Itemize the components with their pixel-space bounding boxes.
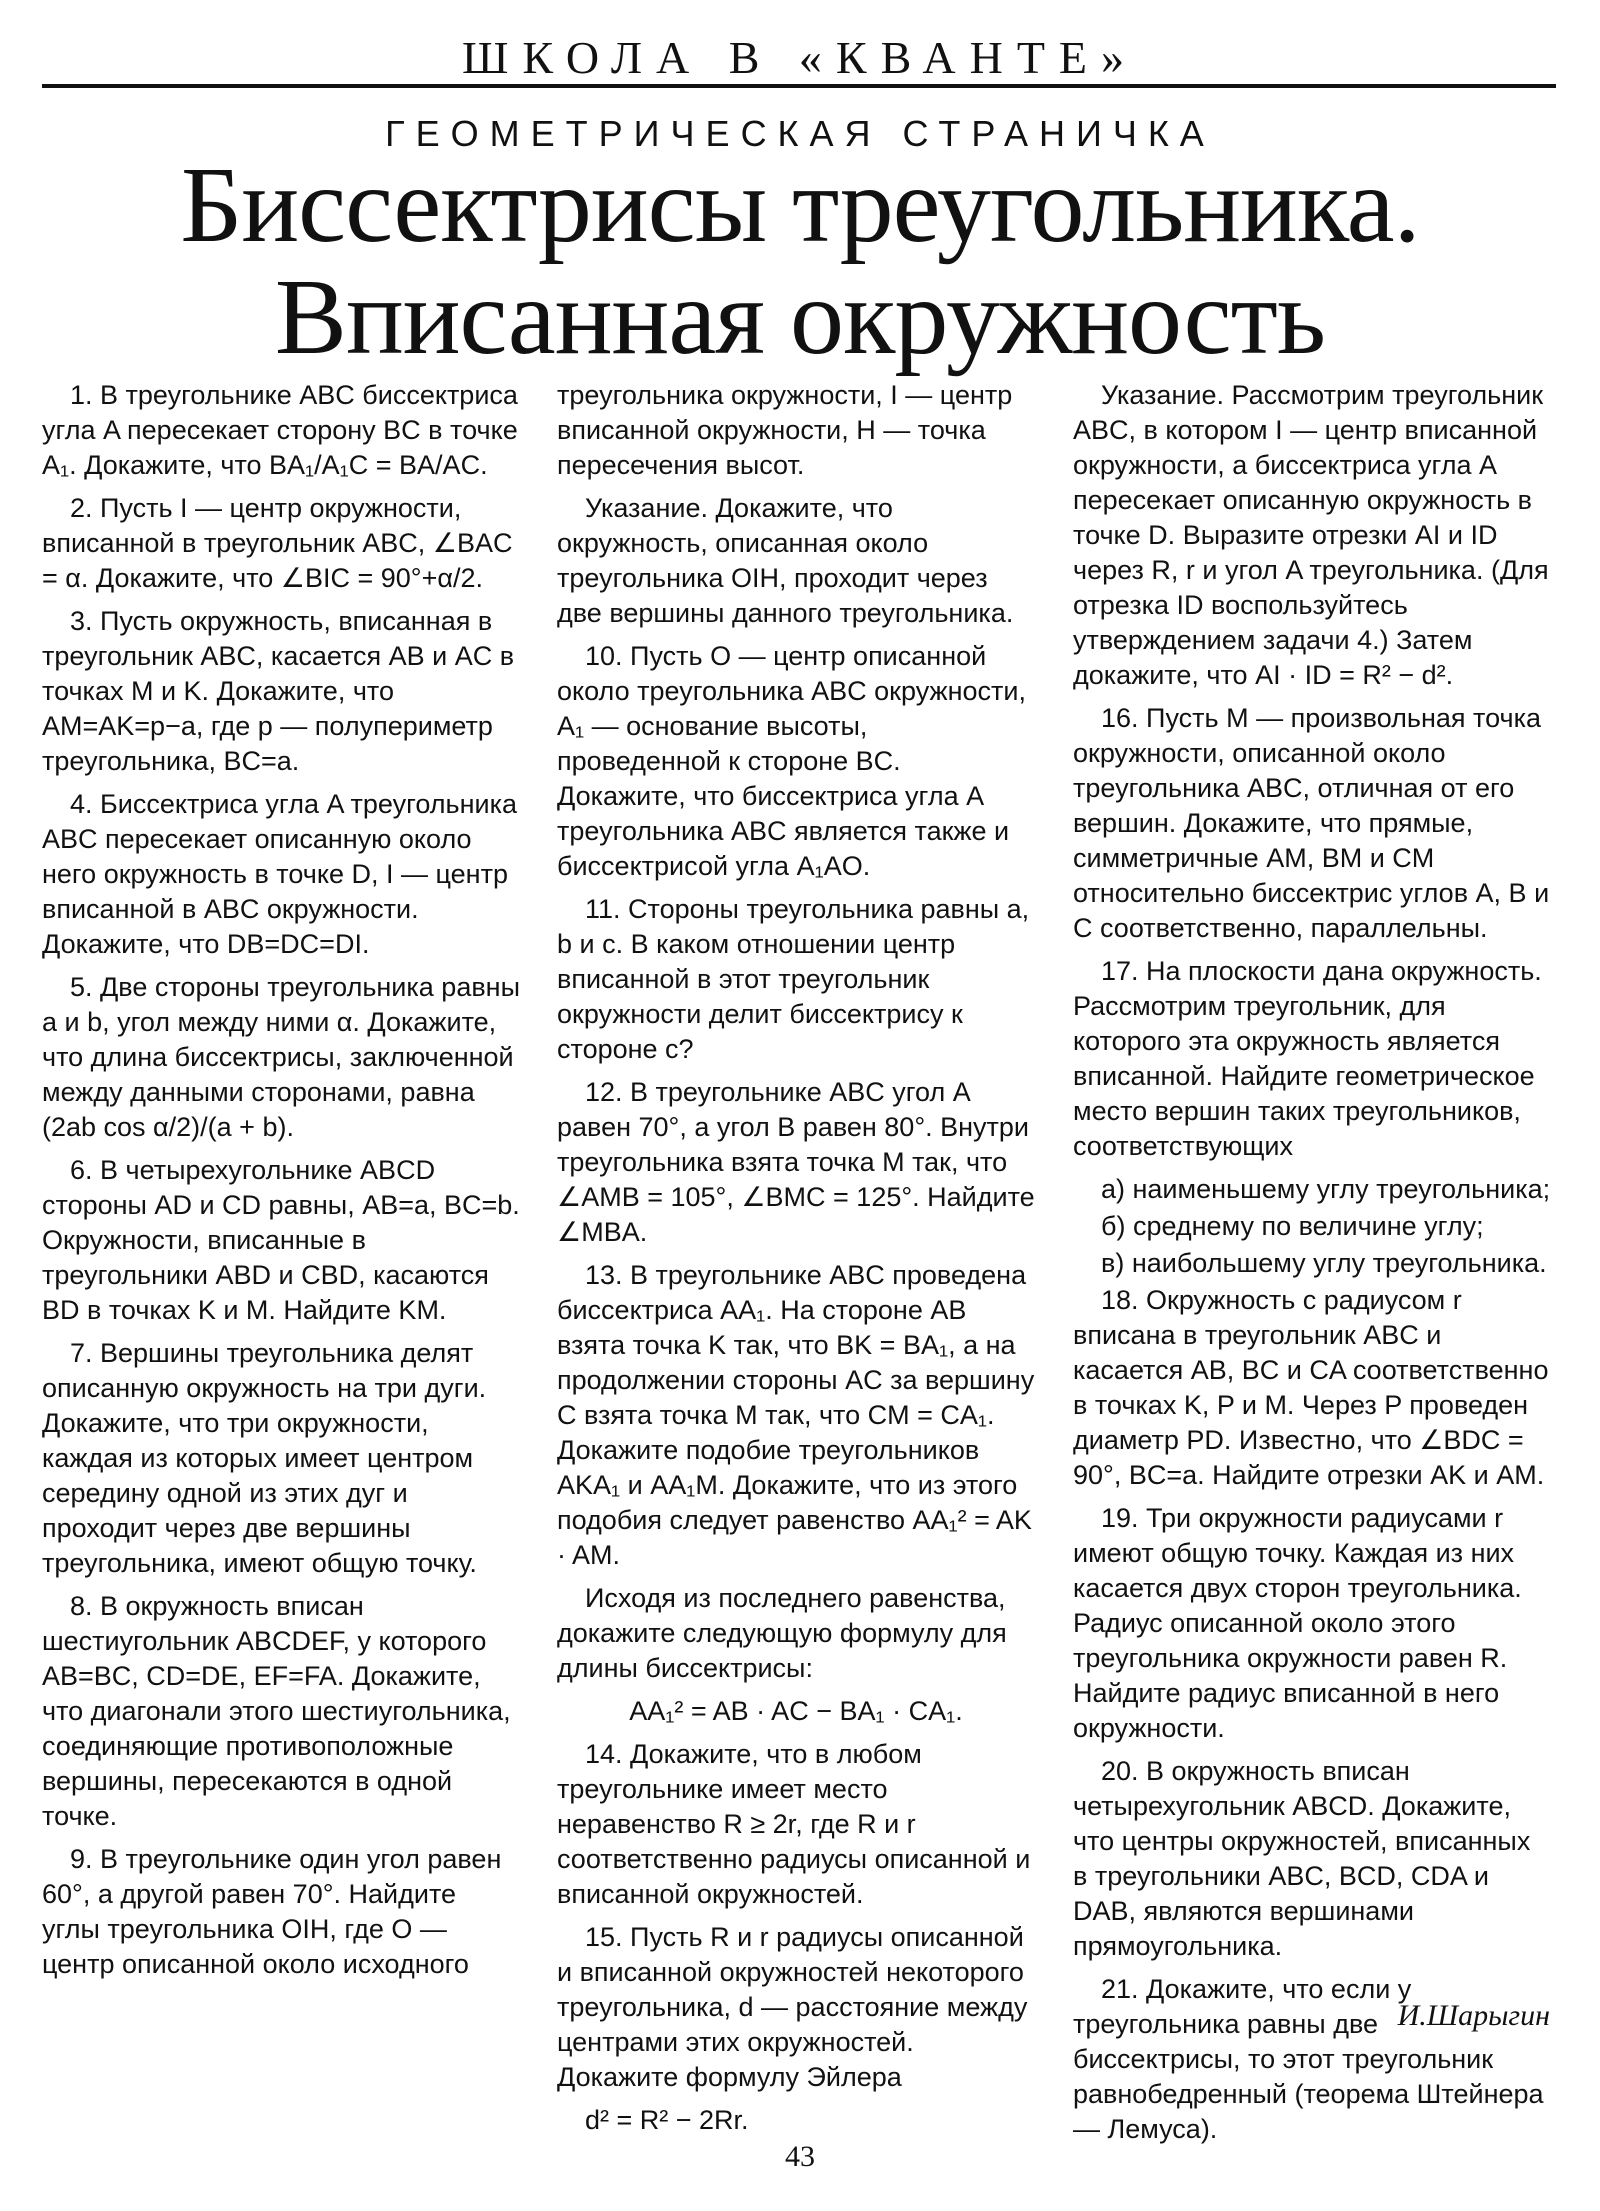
section-title: ШКОЛА В «КВАНТЕ» xyxy=(461,32,1139,83)
problem-17-option-b: б) среднему по величине углу; xyxy=(1101,1211,1484,1241)
problem-16: 16. Пусть M — произвольная точка окружности, описанной около треугольника ABC, отличная от его вершин. Докажите, что прямые, симметричные AM, BM и CM относительно биссектрис углов A, B и C соответственно, параллельны. xyxy=(1073,703,1550,943)
problem-13: 13. В треугольнике ABC проведена биссектриса AA₁. На стороне AB взята точка K так, что BK = BA₁, а на продолжении стороны AC за вершину C взята точка M так, что CM = CA₁. Докажите подобие треугольников AKA₁ и AA₁M. Докажите, что из этого подобия следует равенство AA₁² = AK · AM. xyxy=(557,1260,1035,1570)
column-2 xyxy=(557,378,1035,2146)
problem-7: 7. Вершины треугольника делят описанную окружность на три дуги. Докажите, что три окружности, каждая из которых имеет центром середину одной из этих дуг и проходит через две вершины треугольника, имеют общую точку. xyxy=(42,1338,487,1578)
problem-17-option-c: в) наибольшему углу треугольника. xyxy=(1101,1248,1547,1278)
problem-11: 11. Стороны треугольника равны a, b и c. В каком отношении центр вписанной в этот треугольник окружности делит биссектрису к стороне c? xyxy=(557,894,1030,1064)
problem-9: 9. В треугольнике один угол равен 60°, а другой равен 70°. Найдите углы треугольника OIH, где O — центр описанной около исходного xyxy=(42,1844,502,1979)
hint-15: Указание. Рассмотрим треугольник ABC, в котором I — центр вписанной окружности, а биссектриса угла A пересекает описанную окружность в точке D. Выразите отрезки AI и ID через R, r и угол A треугольника. (Для отрезка ID воспользуйтесь утверждением задачи 4.) Затем докажите, что AI · ID = R² − d². xyxy=(1073,380,1549,690)
author-signature: И.Шарыгин xyxy=(1397,1999,1550,2032)
problem-3: 3. Пусть окружность, вписанная в треугольник ABC, касается AB и AC в точках M и K. Докажите, что AM=AK=p−a, где p — полупериметр треугольника, BC=a. xyxy=(42,606,515,776)
problem-18: 18. Окружность с радиусом r вписана в треугольник ABC и касается AB, BC и CA соответственно в точках K, P и M. Через P проведен диаметр PD. Известно, что ∠BDC = 90°, BC=a. Найдите отрезки AK и AM. xyxy=(1073,1285,1549,1490)
problem-1: 1. В треугольнике ABC биссектриса угла A пересекает сторону BC в точке A₁. Докажите, что BA₁/A₁C = BA/AC. xyxy=(42,380,518,480)
page-number: 43 xyxy=(785,2140,815,2173)
problem-14: 14. Докажите, что в любом треугольнике имеет место неравенство R ≥ 2r, где R и r соответственно радиусы описанной и вписанной окружностей. xyxy=(557,1739,1031,1909)
problem-13-formula-intro: Исходя из последнего равенства, докажите следующую формулу для длины биссектрисы: xyxy=(557,1583,1007,1683)
problem-21: 21. Докажите, что если у треугольника равны две биссектрисы, то этот треугольник равнобедренный (теорема Штейнера — Лемуса). xyxy=(1073,1974,1544,2144)
problem-10: 10. Пусть O — центр описанной около треугольника ABC окружности, A₁ — основание высоты, проведенной к стороне BC. Докажите, что биссектриса угла A треугольника ABC является также и биссектрисой угла A₁AO. xyxy=(557,641,1026,881)
problem-8: 8. В окружность вписан шестиугольник ABCDEF, у которого AB=BC, CD=DE, EF=FA. Докажите, что диагонали этого шестиугольника, соединяющие противоположные вершины, пересекаются в одной точке. xyxy=(42,1591,511,1831)
problem-4: 4. Биссектриса угла A треугольника ABC пересекает описанную около него окружность в точке D, I — центр вписанной в ABC окружности. Докажите, что DB=DC=DI. xyxy=(42,789,517,959)
bisector-formula: AA₁² = AB · AC − BA₁ · CA₁. xyxy=(629,1696,963,1726)
problem-5: 5. Две стороны треугольника равны a и b, угол между ними α. Докажите, что длина биссектрисы, заключенной между данными сторонами, равна (2ab cos α/2)/(a + b). xyxy=(42,972,520,1142)
hint-9: Указание. Докажите, что окружность, описанная около треугольника OIH, проходит через две вершины данного треугольника. xyxy=(557,493,1014,628)
column-1 xyxy=(42,378,520,1990)
article-title xyxy=(0,146,1600,377)
problem-6: 6. В четырехугольнике ABCD стороны AD и CD равны, AB=a, BC=b. Окружности, вписанные в треугольники ABD и CBD, касаются BD в точках K и M. Найдите KM. xyxy=(42,1155,520,1325)
title-line-2: Вписанная окружность xyxy=(274,258,1326,377)
problem-15: 15. Пусть R и r радиусы описанной и вписанной окружностей некоторого треугольника, d — расстояние между центрами этих окружностей. Докажите формулу Эйлера xyxy=(557,1922,1028,2092)
problem-2: 2. Пусть I — центр окружности, вписанной в треугольник ABC, ∠BAC = α. Докажите, что ∠BIC = 90°+α/2. xyxy=(42,493,513,593)
euler-formula: d² = R² − 2Rr. xyxy=(585,2105,749,2135)
problem-20: 20. В окружность вписан четырехугольник ABCD. Докажите, что центры окружностей, вписанных в треугольники ABC, BCD, CDA и DAB, являются вершинами прямоугольника. xyxy=(1073,1756,1531,1961)
problem-12: 12. В треугольнике ABC угол A равен 70°, а угол B равен 80°. Внутри треугольника взята точка M так, что ∠AMB = 105°, ∠BMC = 125°. Найдите ∠MBA. xyxy=(557,1077,1035,1247)
title-line-1: Биссектрисы треугольника. xyxy=(180,146,1420,265)
header-rule xyxy=(42,84,1556,88)
problem-17: 17. На плоскости дана окружность. Рассмотрим треугольник, для которого эта окружность является вписанной. Найдите геометрическое место вершин таких треугольников, соответствующих xyxy=(1073,956,1542,1161)
problem-9-continued: треугольника окружности, I — центр вписанной окружности, H — точка пересечения высот. xyxy=(557,380,1013,480)
problem-19: 19. Три окружности радиусами r имеют общую точку. Каждая из них касается двух сторон треугольника. Радиус описанной около этого треугольника окружности равен R. Найдите радиус вписанной в него окружности. xyxy=(1073,1503,1522,1743)
subtitle: ГЕОМЕТРИЧЕСКАЯ СТРАНИЧКА xyxy=(385,113,1215,154)
column-3 xyxy=(1073,378,1551,2155)
problem-17-option-a: а) наименьшему углу треугольника; xyxy=(1101,1174,1551,1204)
